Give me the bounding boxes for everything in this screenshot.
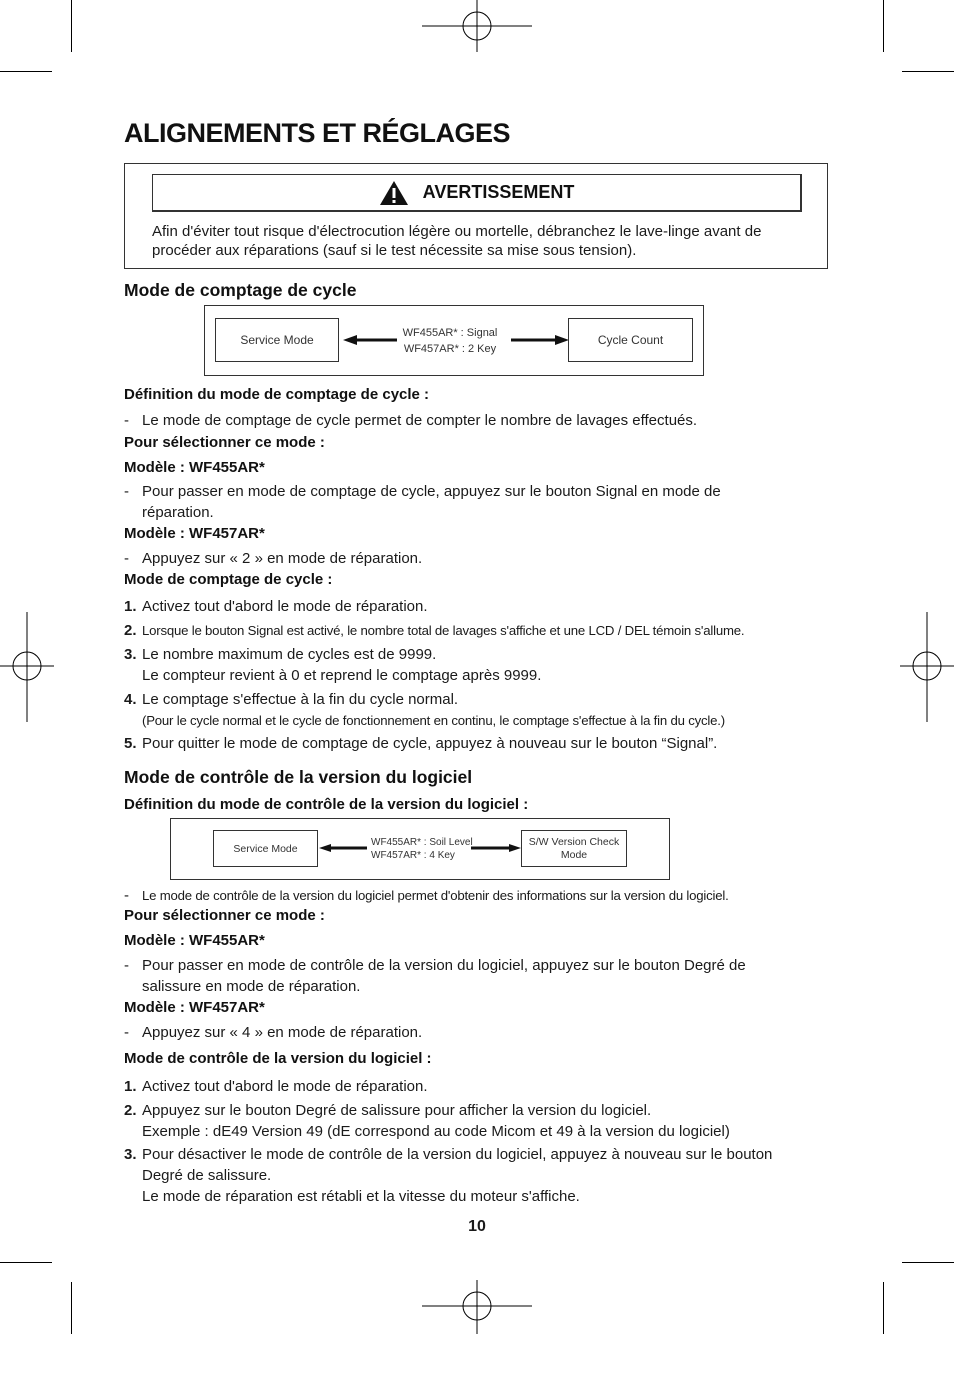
- mode-heading: Mode de comptage de cycle :: [124, 571, 333, 588]
- definition-item-text: Le mode de comptage de cycle permet de compter le nombre de lavages effectués.: [142, 412, 698, 429]
- list-dash: -: [124, 957, 129, 974]
- crop-mark: [71, 1282, 72, 1334]
- model-item-wf457: [124, 548, 830, 569]
- model-item-text: Pour passer en mode de comptage de cycle, appuyez sur le bouton Signal en mode de réparation.: [142, 483, 721, 521]
- step-number: 3.: [124, 1146, 137, 1163]
- model-heading-wf457: Modèle : WF457AR*: [124, 999, 265, 1016]
- step-number: 5.: [124, 735, 137, 752]
- registration-mark-icon: [844, 612, 954, 722]
- service-mode-label: Service Mode: [233, 842, 298, 855]
- step-item: [124, 733, 830, 754]
- crop-mark: [902, 71, 954, 72]
- warning-triangle-icon: [379, 180, 409, 206]
- step-item: [124, 689, 830, 731]
- warning-text: Afin d'éviter tout risque d'électrocution légère ou mortelle, débranchez le lave-linge avant de procéder aux réparations (sauf si le test nécessite sa mise sous tension).: [152, 223, 762, 259]
- step-text: Pour désactiver le mode de contrôle de la version du logiciel, appuyez à nouveau sur le bouton: [142, 1146, 773, 1163]
- model-item-wf457: [124, 1022, 830, 1043]
- step-text-line3: Le mode de réparation est rétabli et la vitesse du moteur s'affiche.: [142, 1188, 580, 1205]
- definition-heading: Définition du mode de comptage de cycle :: [124, 386, 430, 403]
- diagram-key-line2: WF457AR* : 4 Key: [371, 850, 455, 861]
- select-mode-heading: Pour sélectionner ce mode :: [124, 907, 325, 924]
- registration-mark-icon: [0, 612, 110, 722]
- definition-heading: Définition du mode de contrôle de la version du logiciel :: [124, 796, 529, 813]
- sw-version-check-box: [521, 830, 627, 867]
- crop-mark: [71, 0, 72, 52]
- section-heading-cycle-count: Mode de comptage de cycle: [124, 280, 357, 300]
- service-mode-box: [215, 318, 339, 362]
- crop-mark: [883, 0, 884, 52]
- step-text: Le nombre maximum de cycles est de 9999.: [142, 646, 437, 663]
- step-number: 2.: [124, 622, 137, 639]
- registration-mark-icon: [422, 0, 532, 110]
- step-item: [124, 644, 830, 686]
- step-number: 1.: [124, 1078, 137, 1095]
- list-dash: -: [124, 1024, 129, 1041]
- step-text-line2: Degré de salissure.: [142, 1167, 272, 1184]
- service-mode-label: Service Mode: [240, 333, 314, 347]
- model-item-text: Appuyez sur « 2 » en mode de réparation.: [142, 550, 423, 567]
- step-text: Le comptage s'effectue à la fin du cycle normal.: [142, 691, 459, 708]
- cycle-count-label: Cycle Count: [597, 333, 664, 347]
- step-item: [124, 596, 830, 617]
- diagram-key-line2: WF457AR* : 2 Key: [403, 343, 497, 355]
- model-heading-wf455: Modèle : WF455AR*: [124, 932, 265, 949]
- step-number: 3.: [124, 646, 137, 663]
- definition-item-text: Le mode de contrôle de la version du logiciel permet d'obtenir des informations sur la version du logiciel.: [142, 888, 729, 903]
- step-number: 4.: [124, 691, 137, 708]
- model-item-wf455: [124, 955, 804, 997]
- diagram-key-line1: WF455AR* : Soil Level: [371, 837, 473, 848]
- step-text-line2: Le compteur revient à 0 et reprend le comptage après 9999.: [142, 667, 542, 684]
- step-item: [124, 620, 830, 641]
- warning-box: [124, 163, 828, 269]
- definition-item: [124, 885, 830, 906]
- step-text: Activez tout d'abord le mode de réparation.: [142, 1078, 428, 1095]
- model-item-text: Appuyez sur « 4 » en mode de réparation.: [142, 1024, 423, 1041]
- step-item: [124, 1144, 830, 1207]
- crop-mark: [883, 1282, 884, 1334]
- crop-mark: [0, 71, 52, 72]
- cycle-count-box: [568, 318, 693, 362]
- service-mode-box: [213, 830, 318, 867]
- step-item: [124, 1100, 830, 1142]
- model-item-wf455: [124, 481, 774, 523]
- page-number: 10: [468, 1218, 486, 1235]
- list-dash: -: [124, 887, 129, 904]
- step-text: Lorsque le bouton Signal est activé, le nombre total de lavages s'affiche et une LCD / DEL témoin s'allume.: [142, 623, 745, 638]
- step-item: [124, 1076, 830, 1097]
- step-text: Pour quitter le mode de comptage de cycle, appuyez à nouveau sur le bouton “Signal”.: [142, 735, 718, 752]
- step-text: Activez tout d'abord le mode de réparation.: [142, 598, 428, 615]
- mode-heading: Mode de contrôle de la version du logiciel :: [124, 1050, 432, 1067]
- list-dash: -: [124, 483, 129, 500]
- model-heading-wf455: Modèle : WF455AR*: [124, 459, 265, 476]
- diagram-key-line1: WF455AR* : Signal: [402, 327, 498, 339]
- diagram-key-label: [391, 325, 509, 357]
- page-title: ALIGNEMENTS ET RÉGLAGES: [124, 118, 511, 148]
- sw-version-check-label-line2: Mode: [560, 848, 588, 861]
- step-number: 2.: [124, 1102, 137, 1119]
- crop-mark: [0, 1262, 52, 1263]
- cycle-count-diagram: [204, 305, 704, 376]
- model-heading-wf457: Modèle : WF457AR*: [124, 525, 265, 542]
- warning-header: [152, 174, 802, 212]
- diagram-key-label: [371, 836, 475, 862]
- crop-mark: [902, 1262, 954, 1263]
- list-dash: -: [124, 550, 129, 567]
- step-text: Appuyez sur le bouton Degré de salissure pour afficher la version du logiciel.: [142, 1102, 652, 1119]
- list-dash: -: [124, 412, 129, 429]
- select-mode-heading: Pour sélectionner ce mode :: [124, 434, 325, 451]
- step-number: 1.: [124, 598, 137, 615]
- definition-item: [124, 410, 830, 431]
- sw-version-check-label: S/W Version Check: [528, 835, 620, 848]
- model-item-text: Pour passer en mode de contrôle de la version du logiciel, appuyez sur le bouton Degré de salissure en mode de réparation.: [142, 957, 746, 995]
- step-text-line2: (Pour le cycle normal et le cycle de fonctionnement en continu, le comptage s'effectue à la fin du cycle.): [142, 713, 725, 728]
- section-heading-sw-version: Mode de contrôle de la version du logiciel: [124, 767, 473, 787]
- warning-title: AVERTISSEMENT: [422, 182, 575, 202]
- registration-mark-icon: [422, 1280, 532, 1390]
- sw-version-diagram: [170, 818, 670, 880]
- step-text-line2: Exemple : dE49 Version 49 (dE correspond au code Micom et 49 à la version du logiciel): [142, 1123, 730, 1140]
